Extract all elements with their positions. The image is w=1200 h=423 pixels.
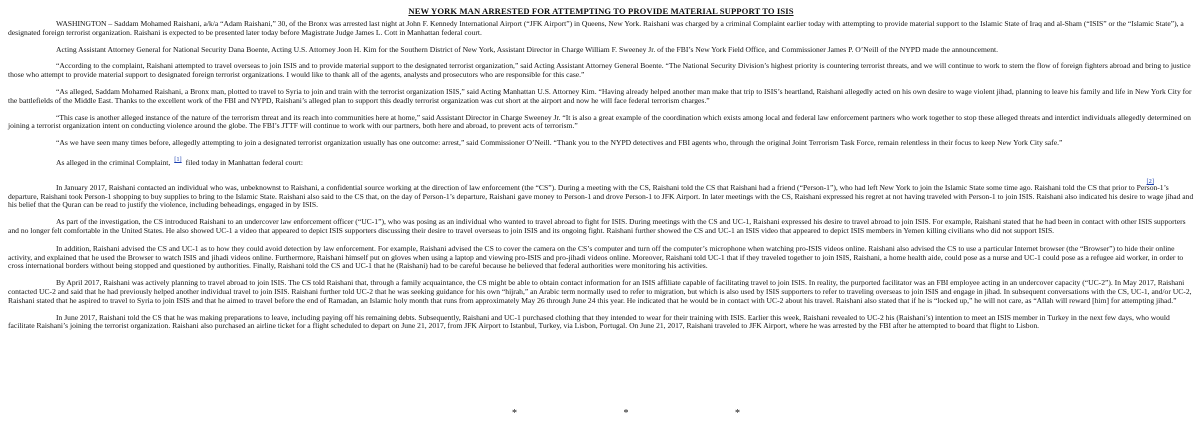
press-release — [8, 0, 1194, 331]
complaint-intro-text-end: filed today in Manhattan federal court: — [185, 157, 304, 167]
paragraph-april: By April 2017, Raishani was actively planning to travel abroad to join ISIS. The CS told Raishani that, through a family acquaintance, the CS might be able to obtain contact information for an ISIS affiliate capable of facilitating travel to join ISIS. In reality, the purported facilitator was an FBI employee acting in an undercover capacity (“UC-2”). In May 2017, Raishani contacted UC-2 and said that he had previously helped another individual travel to join ISIS. Raishani further told UC-2 that he was seeking guidance for his own “hijrah,” an Arabic term normally used to refer to migration, but which is also used by ISIS supporters to refer to traveling overseas to join ISIS and engage in jihad. In subsequent conversations with the CS, UC-1, and/or UC-2, Raishani stated that he aspired to travel to Syria to join ISIS and that he aimed to travel before the end of Ramadan, an Islamic holy month that runs from approximately May 26 through June 24 this year. He indicated that he would be in contact with UC-2 about his travel. Raishani also stated that if he is “locked up,” he will not care, as “Allah will reward [him] for attempting jihad.” — [8, 278, 1192, 305]
paragraph-complaint-intro — [8, 156, 1194, 168]
paragraph-kim-quote: “As alleged, Saddam Mohamed Raishani, a Bronx man, plotted to travel to Syria to join and train with the terrorist organization ISIS,” said Acting Manhattan U.S. Attorney Kim. “Having already helped another man make that trip to ISIS’s heartland, Raishani allegedly acted on his own desire to wage violent jihad, planning to leave his family and life in New York City for the battlefields of the Middle East. Thanks to the excellent work of the FBI and NYPD, Raishani’s alleged plan to support this deadly terrorist organization was cut short at the airport and now he will face federal terrorism charges.” — [8, 86, 1192, 105]
paragraph-oneill-quote: “As we have seen many times before, allegedly attempting to join a designated terrorist organization usually has one outcome: arrest,” said Commissioner O’Neill. “Thank you to the NYPD detectives and FBI agents who, through the original Joint Terrorism Task Force, remain relentless in their focus to keep New York City safe.” — [56, 138, 1063, 148]
page-title: NEW YORK MAN ARRESTED FOR ATTEMPTING TO PROVIDE MATERIAL SUPPORT TO ISIS — [408, 6, 794, 16]
paragraph-lead: WASHINGTON – Saddam Mohamed Raishani, a/k/a “Adam Raishani,” 30, of the Bronx was arrested last night at John F. Kennedy International Airport (“JFK Airport”) in Queens, New York. Raishani was charged by a criminal Complaint earlier today with attempting to provide material support to the Islamic State of Iraq and al-Sham (“ISIS” or the “Islamic State”), a designated foreign terrorist organization. Raishani is expected to be presented later today before Magistrate Judge James L. Cott in Manhattan federal court. — [8, 19, 1184, 37]
paragraph-boente-quote: “According to the complaint, Raishani attempted to travel overseas to join ISIS and to provide material support to the designated terrorist organization,” said Acting Assistant Attorney General Boente. “The National Security Division’s highest priority is countering terrorist threats, and we will continue to work to stem the flow of foreign fighters abroad and bring to justice those who attempt to provide material support to designated foreign terrorist organizations. I would like to thank all of the agents, analysts and prosecutors who are responsible for this case.” — [8, 61, 1191, 80]
paragraph-undercover: As part of the investigation, the CS introduced Raishani to an undercover law enforcement officer (“UC-1”), who was posing as an individual who wanted to travel abroad to fight for ISIS. During meetings with the CS and UC-1, Raishani expressed his desire to travel abroad to join ISIS. For example, Raishani stated that he had been in contact with other ISIS supporters and no longer felt comfortable in the United States. He also showed UC-1 a video that appeared to depict ISIS supporters discussing their desire to travel overseas to join ISIS and its ongoing fight. Raishani further showed the CS and UC-1 an ISIS video that appeared to depict ISIS members in Yemen killing civilians who did not support ISIS. — [8, 217, 1186, 235]
paragraph-sweeney-quote: “This case is another alleged instance of the nature of the terrorism threat and its reach into communities here at home,” said Assistant Director in Charge Sweeney Jr. “It is also a great example of the coordination which exists among local and federal law enforcement partners who work together to stop these alleged threats and interdict individuals allegedly determined on joining a terrorist organization intent on conducting violence around the globe. The FBI’s JTTF will continue to work with our partners, both here and abroad, to prevent acts of terrorism.” — [8, 112, 1191, 131]
paragraph-january: In January 2017, Raishani contacted an individual who was, unbeknownst to Raishani, a confidential source working at the direction of law enforcement (the “CS”). During a meeting with the CS, Raishani told the CS that Raishani had a friend (“Person-1”), who had left New York to join the Islamic State some time ago. Raishani told the CS that prior to Person-1’s departure, Raishani took Person-1 shopping to buy supplies to bring to the Islamic State. Raishani also said to the CS that, on the day of Person-1’s departure, Raishani gave money to Person-1 and drove Person-1 to JFK Airport. In later meetings with the CS, Raishani expressed his regret at not having traveled with Person-1 to join ISIS. Raishani also indicated his desire to wage jihad and his belief that the Quran can be read to justify the violence, including beheadings, engaged in by ISIS. — [8, 182, 1194, 210]
paragraph-announcement: Acting Assistant Attorney General for National Security Dana Boente, Acting U.S. Attorney Joon H. Kim for the Southern District of New York, Assistant Director in Charge William F. Sweeney Jr. of the FBI’s New York Field Office, and Commissioner James P. O’Neill of the NYPD made the announcement. — [56, 44, 999, 54]
paragraph-detection: In addition, Raishani advised the CS and UC-1 as to how they could avoid detection by law enforcement. For example, Raishani advised the CS to cover the camera on the CS’s computer and turn off the computer’s microphone when watching pro-ISIS videos online. Raishani also advised the CS to use a particular Internet browser (the “Browser”) to hide their online activity, and explained that he used the Browser to watch ISIS and jihadi videos online. Furthermore, Raishani himself put on gloves when using a laptop and viewing pro-ISIS and pro-jihadi videos online. Moreover, Raishani told UC-1 that if they traveled together to join ISIS, Raishani, a home health aide, could pose as a nurse and UC-1 could pose as a refugee aid worker, in order to cross international borders without being stopped and questioned by authorities. Finally, Raishani told the CS and UC-1 that he (Raishani) had to be careful because he believed that federal authorities were monitoring his activities. — [8, 243, 1184, 271]
footnote-link-1[interactable]: [1] — [174, 155, 182, 163]
section-separator: * * * — [512, 408, 792, 419]
footnote-link-2[interactable]: [2] — [1146, 177, 1154, 185]
paragraph-june: In June 2017, Raishani told the CS that he was making preparations to leave, including paying off his remaining debts. Subsequently, Raishani and UC-1 purchased clothing that they intended to wear for their training with ISIS. Earlier this week, Raishani revealed to UC-2 his (Raishani’s) intention to meet an ISIS member in Turkey in the next few days, who would facilitate Raishani’s joining the terrorist organization. Raishani also purchased an airline ticket for a flight scheduled to depart on June 21, 2017, from JFK Airport to Istanbul, Turkey, via Lisbon, Portugal. On June 21, 2017, Raishani traveled to JFK Airport, where he was arrested by the FBI after he attempted to board that flight to Lisbon. — [8, 312, 1170, 331]
complaint-intro-text: As alleged in the criminal Complaint, — [56, 157, 171, 167]
